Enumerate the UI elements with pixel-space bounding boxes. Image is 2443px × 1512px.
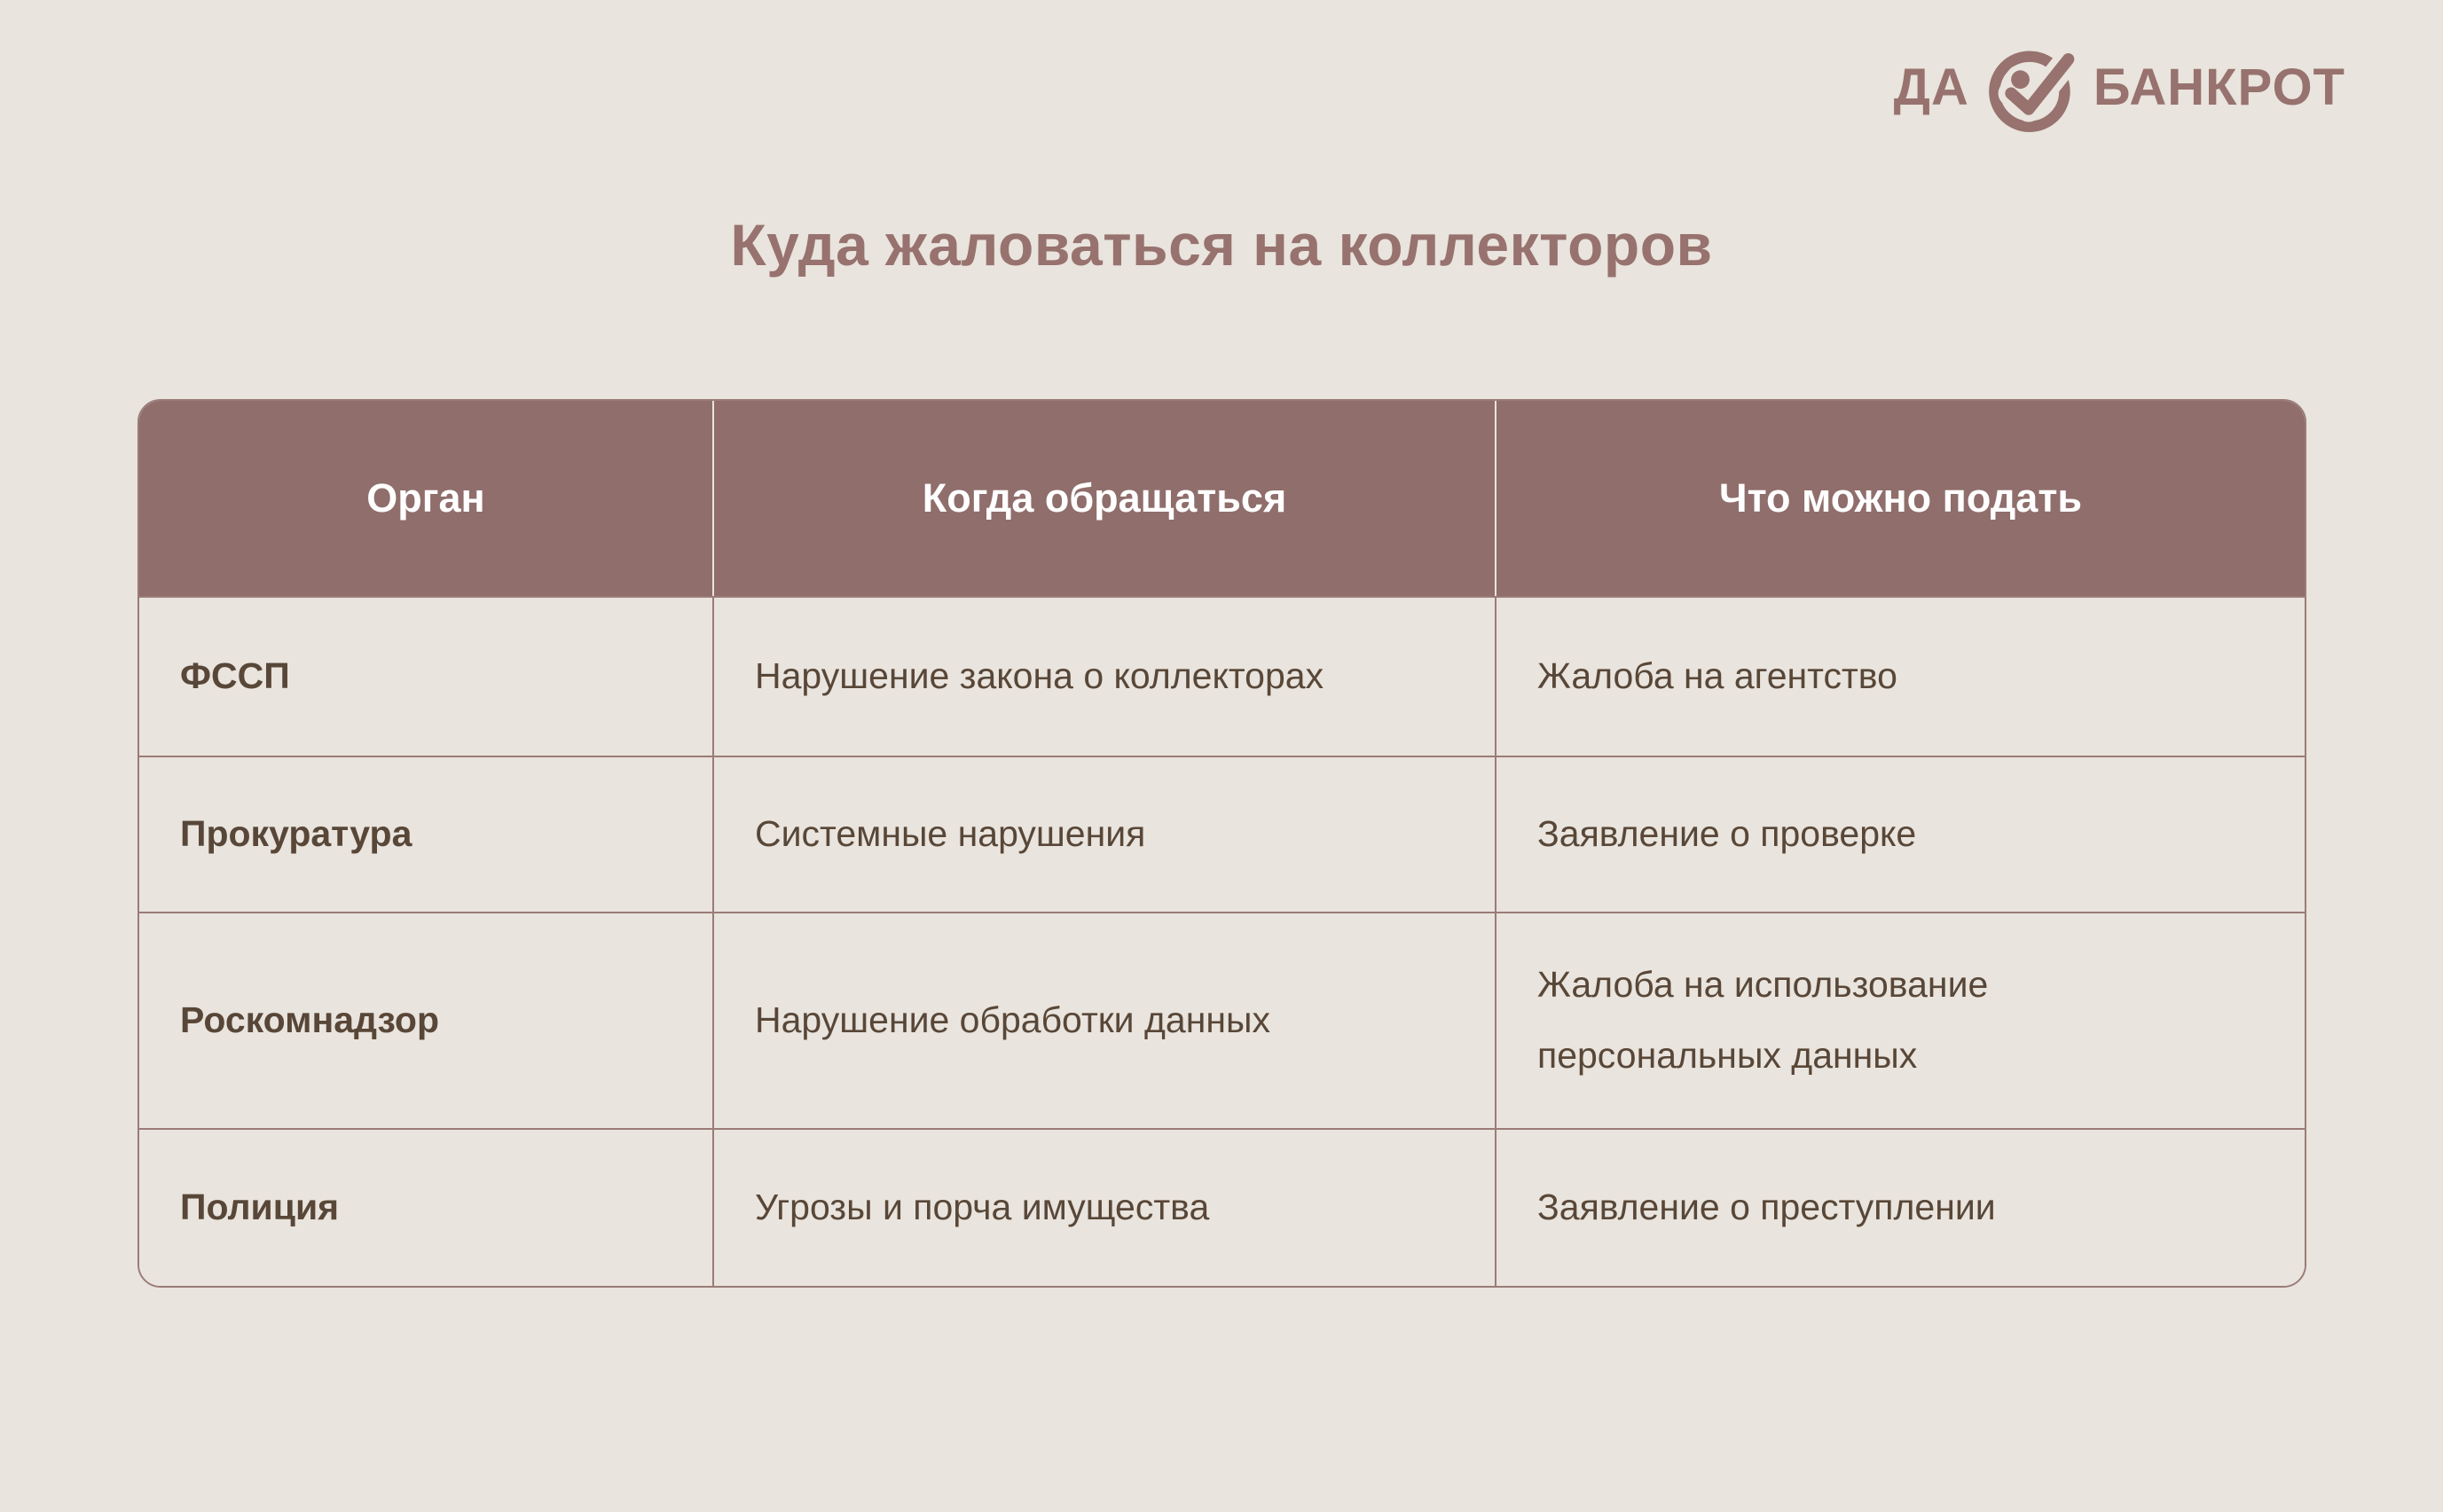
table-row-prokuratura-when	[712, 756, 1495, 912]
cell-text: Заявление о проверке	[1537, 813, 1917, 855]
table-row-prokuratura-organ	[139, 756, 712, 912]
logo-word-bankrot: БАНКРОТ	[2093, 58, 2345, 116]
check-circle-icon	[1985, 41, 2078, 133]
cell-text: ФССП	[180, 655, 290, 697]
cell-text: Жалоба на использование персональных данных	[1537, 964, 1989, 1076]
page-title: Куда жаловаться на коллекторов	[730, 212, 1713, 278]
cell-text: Системные нарушения	[755, 813, 1146, 855]
logo-word-da: ДА	[1893, 58, 1969, 116]
table-row-roskomnadzor-organ	[139, 912, 712, 1128]
table-row-politsiya-what	[1495, 1128, 2305, 1286]
table-row-politsiya-when	[712, 1128, 1495, 1286]
table-row-roskomnadzor-what	[1495, 912, 2305, 1128]
table-row-politsiya-organ	[139, 1128, 712, 1286]
cell-text: Жалоба на агентство	[1537, 655, 1897, 697]
table-row-fssp-organ	[139, 596, 712, 756]
cell-text: Угрозы и порча имущества	[755, 1187, 1210, 1228]
cell-text: Роскомнадзор	[180, 999, 439, 1041]
brand-logo	[1894, 41, 2345, 133]
cell-text: Заявление о преступлении	[1537, 1187, 1996, 1228]
cell-text: Полиция	[180, 1187, 340, 1228]
cell-text: Нарушение закона о коллекторах	[755, 655, 1324, 697]
table-row-fssp-what	[1495, 596, 2305, 756]
table-row-prokuratura-what	[1495, 756, 2305, 912]
table-row-fssp-when	[712, 596, 1495, 756]
cell-text: Прокуратура	[180, 813, 412, 855]
table-header-what: Что можно подать	[1495, 401, 2305, 596]
complaint-table	[137, 399, 2306, 1288]
cell-text: Нарушение обработки данных	[755, 999, 1270, 1041]
table-header-when: Когда обращаться	[712, 401, 1495, 596]
table-row-roskomnadzor-when	[712, 912, 1495, 1128]
table-header-organ: Орган	[139, 401, 712, 596]
